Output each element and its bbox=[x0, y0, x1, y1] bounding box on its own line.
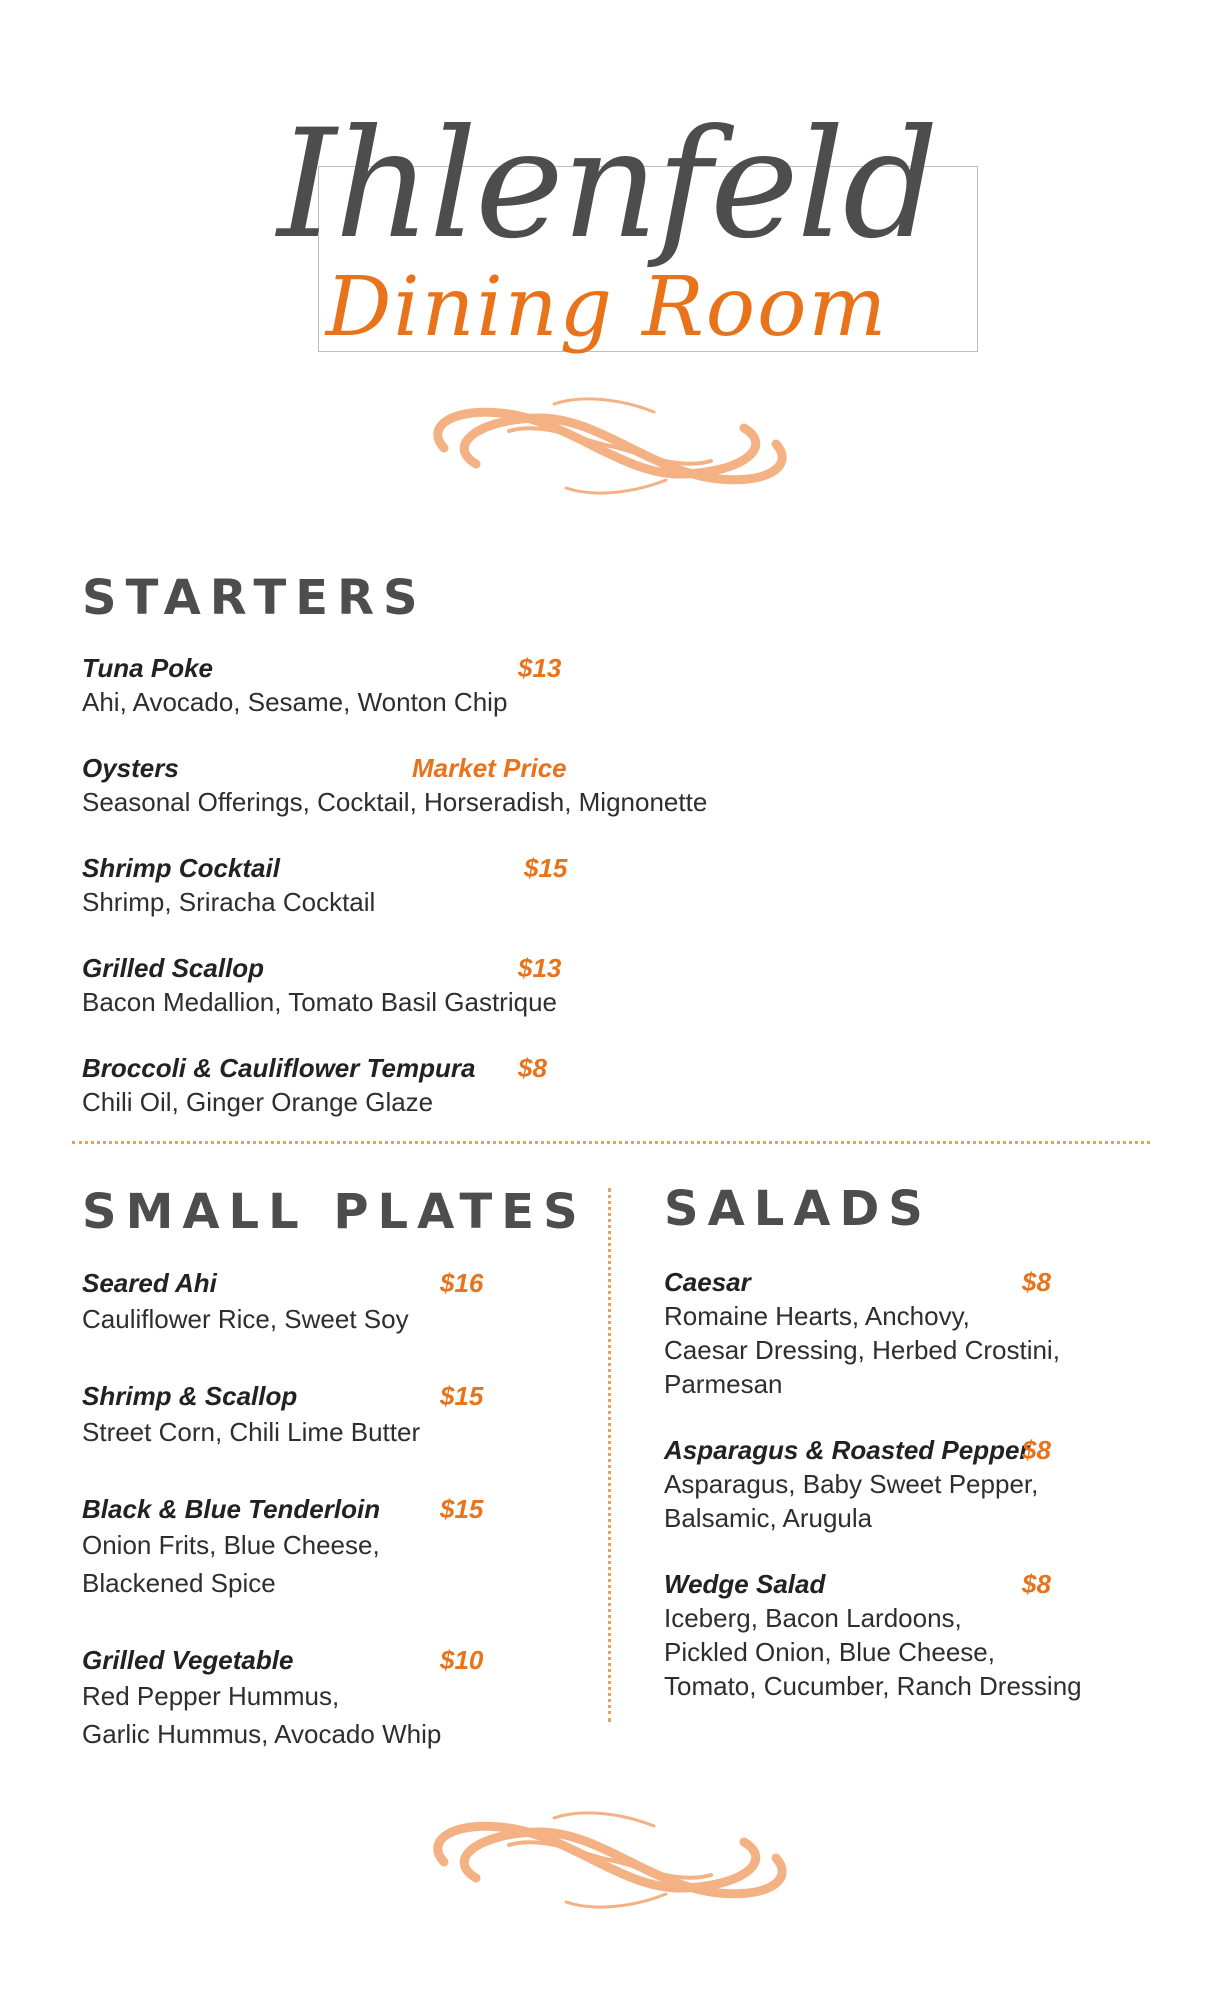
menu-item bbox=[82, 1379, 502, 1451]
item-name: Wedge Salad bbox=[664, 1569, 826, 1599]
item-name: Broccoli & Cauliflower Tempura bbox=[82, 1053, 476, 1083]
item-name: Seared Ahi bbox=[82, 1268, 217, 1298]
item-description-line: Pickled Onion, Blue Cheese, bbox=[664, 1637, 995, 1667]
menu-item bbox=[664, 1433, 1144, 1535]
item-name: Grilled Vegetable bbox=[82, 1645, 294, 1675]
section-divider-horizontal bbox=[72, 1141, 1150, 1144]
item-price: $16 bbox=[440, 1268, 484, 1298]
item-description-line: Red Pepper Hummus, bbox=[82, 1681, 340, 1711]
item-price: Market Price bbox=[412, 753, 567, 783]
item-description bbox=[82, 1677, 502, 1753]
item-description bbox=[82, 885, 602, 919]
item-description-line: Blackened Spice bbox=[82, 1568, 276, 1598]
item-name: Asparagus & Roasted Pepper bbox=[664, 1435, 1030, 1465]
menu-item bbox=[82, 851, 602, 919]
item-price: $13 bbox=[518, 653, 562, 683]
item-description-line: Cauliflower Rice, Sweet Soy bbox=[82, 1304, 409, 1334]
item-price: $15 bbox=[524, 853, 568, 883]
item-description-line: Balsamic, Arugula bbox=[664, 1503, 873, 1533]
item-name: Shrimp & Scallop bbox=[82, 1381, 298, 1411]
item-description-line: Caesar Dressing, Herbed Crostini, bbox=[664, 1335, 1060, 1365]
item-description-line: Bacon Medallion, Tomato Basil Gastrique bbox=[82, 987, 557, 1017]
item-description-line: Chili Oil, Ginger Orange Glaze bbox=[82, 1087, 434, 1117]
item-name: Shrimp Cocktail bbox=[82, 853, 280, 883]
menu-item bbox=[82, 1266, 502, 1338]
item-name: Black & Blue Tenderloin bbox=[82, 1494, 381, 1524]
section-divider-vertical bbox=[608, 1188, 611, 1722]
logo-name: Ihlenfeld bbox=[277, 98, 937, 272]
menu-item bbox=[82, 1643, 502, 1753]
item-name: Caesar bbox=[664, 1267, 751, 1297]
item-name: Tuna Poke bbox=[82, 653, 214, 683]
menu-item bbox=[664, 1567, 1144, 1703]
item-description bbox=[664, 1601, 1144, 1703]
logo-subtitle: Dining Room bbox=[325, 260, 889, 355]
item-price: $13 bbox=[518, 953, 562, 983]
item-description bbox=[82, 785, 742, 819]
item-description-line: Street Corn, Chili Lime Butter bbox=[82, 1417, 421, 1447]
flourish-ornament-bottom bbox=[414, 1800, 806, 1920]
item-description bbox=[82, 1085, 602, 1119]
item-description bbox=[82, 1526, 502, 1602]
menu-item bbox=[82, 1492, 502, 1602]
item-price: $10 bbox=[440, 1645, 484, 1675]
item-description-line: Onion Frits, Blue Cheese, bbox=[82, 1530, 380, 1560]
item-name: Oysters bbox=[82, 753, 179, 783]
flourish-ornament-top bbox=[414, 386, 806, 506]
item-description-line: Garlic Hummus, Avocado Whip bbox=[82, 1719, 442, 1749]
item-price: $15 bbox=[440, 1494, 484, 1524]
restaurant-logo bbox=[0, 90, 1214, 380]
item-description-line: Parmesan bbox=[664, 1369, 783, 1399]
menu-item bbox=[82, 951, 642, 1019]
item-description-line: Ahi, Avocado, Sesame, Wonton Chip bbox=[82, 687, 508, 717]
small-plates-heading: SMALL PLATES bbox=[82, 1184, 587, 1240]
item-description bbox=[82, 685, 602, 719]
menu-item bbox=[82, 751, 742, 819]
item-description-line: Iceberg, Bacon Lardoons, bbox=[664, 1603, 962, 1633]
item-price: $8 bbox=[518, 1053, 547, 1083]
item-price: $8 bbox=[1022, 1267, 1051, 1297]
starters-heading: STARTERS bbox=[82, 570, 427, 626]
menu-item bbox=[664, 1265, 1144, 1401]
item-description bbox=[664, 1299, 1144, 1401]
item-price: $15 bbox=[440, 1381, 484, 1411]
item-name: Grilled Scallop bbox=[82, 953, 265, 983]
item-price: $8 bbox=[1022, 1569, 1051, 1599]
menu-item bbox=[82, 1051, 602, 1119]
item-description-line: Shrimp, Sriracha Cocktail bbox=[82, 887, 376, 917]
item-price: $8 bbox=[1022, 1435, 1051, 1465]
item-description bbox=[82, 1413, 502, 1451]
menu-item bbox=[82, 651, 602, 719]
salads-heading: SALADS bbox=[664, 1181, 932, 1237]
item-description bbox=[82, 1300, 502, 1338]
item-description-line: Seasonal Offerings, Cocktail, Horseradish, Mignonette bbox=[82, 787, 708, 817]
item-description bbox=[664, 1467, 1144, 1535]
item-description-line: Tomato, Cucumber, Ranch Dressing bbox=[664, 1671, 1082, 1701]
item-description-line: Asparagus, Baby Sweet Pepper, bbox=[664, 1469, 1039, 1499]
item-description-line: Romaine Hearts, Anchovy, bbox=[664, 1301, 970, 1331]
item-description bbox=[82, 985, 642, 1019]
